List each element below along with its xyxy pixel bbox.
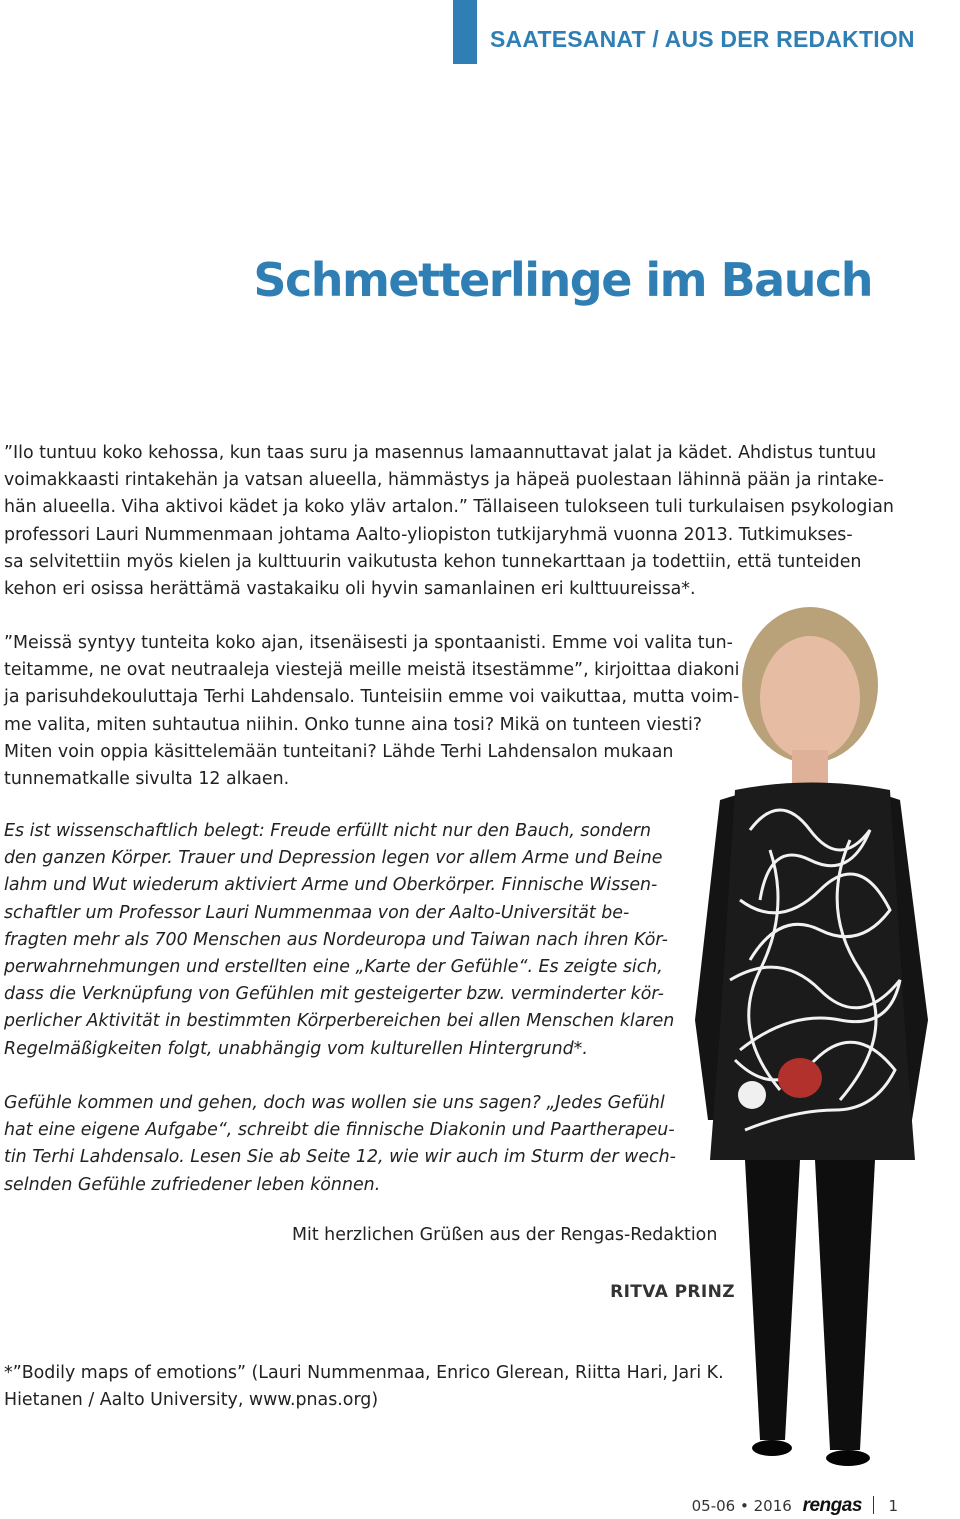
issue-label: 05-06 • 2016 (691, 1497, 792, 1515)
german-intro-paragraph (4, 818, 675, 1063)
article-title: Schmetterlinge im Bauch (253, 253, 872, 307)
header-accent-bar (453, 0, 477, 64)
text-line: sa selvitettiin myös kielen ja kulttuurin vaikutusta kehon tunnekarttaan ja todettiin, että tunteiden (4, 551, 862, 572)
text-line: Es ist wissenschaftlich belegt: Freude erfüllt nicht nur den Bauch, sondern (4, 821, 652, 841)
text-line: den ganzen Körper. Trauer und Depression legen vor allem Arme und Beine (4, 848, 663, 869)
text-line: hat eine eigene Aufgabe“, schreibt die finnische Diakonin und Paartherapeu- (4, 1120, 675, 1141)
finnish-second-paragraph (4, 630, 749, 793)
text-line: Gefühle kommen und gehen, doch was wollen sie uns sagen? „Jedes Gefühl (4, 1093, 665, 1113)
text-line: voimakkaasti rintakehän ja vatsan alueella, hämmästys ja häpeä puolestaan lähinnä pään ja rintake- (4, 470, 884, 491)
text-line: perwahrnehmungen und erstellten eine „Karte der Gefühle“. Es zeigte sich, (4, 957, 663, 978)
author-portrait (690, 600, 958, 1492)
text-line: ”Ilo tuntuu koko kehossa, kun taas suru ja masennus lamaannuttavat jalat ja kädet. Ahdistus tuntuu (4, 443, 877, 463)
signoff: Mit herzlichen Grüßen aus der Rengas-Redaktion (292, 1225, 718, 1245)
text-line: schaftler um Professor Lauri Nummenmaa von der Aalto-Universität be- (4, 902, 630, 923)
footnote (4, 1360, 764, 1414)
text-line: selnden Gefühle zufriedener leben können. (4, 1174, 381, 1195)
text-line: teitamme, ne ovat neutraaleja viestejä meille meistä itsestämme”, kirjoittaa diakoni (4, 660, 740, 681)
text-line: *”Bodily maps of emotions” (Lauri Nummenmaa, Enrico Glerean, Riitta Hari, Jari K. (4, 1363, 724, 1383)
finnish-intro-paragraph (4, 440, 954, 603)
german-second-paragraph (4, 1090, 694, 1199)
page-footer (692, 1495, 898, 1517)
text-line: kehon eri osissa herättämä vastakaiku oli hyvin samanlainen eri kulttuureissa*. (4, 579, 696, 600)
text-line: fragten mehr als 700 Menschen aus Nordeuropa und Taiwan nach ihren Kör- (4, 929, 668, 950)
text-line: Miten voin oppia käsittelemään tunteitani? Lähde Terhi Lahdensalon mukaan (4, 741, 674, 762)
text-line: ja parisuhdekouluttaja Terhi Lahdensalo. Tunteisiin emme voi vaikuttaa, mutta voim- (4, 687, 740, 708)
text-line: ”Meissä syntyy tunteita koko ajan, itsenäisesti ja spontaanisti. Emme voi valita tun- (4, 633, 733, 653)
text-line: tunnematkalle sivulta 12 alkaen. (4, 769, 290, 790)
section-label: SAATESANAT / AUS DER REDAKTION (490, 26, 915, 52)
text-line: dass die Verknüpfung von Gefühlen mit gesteigerter bzw. verminderter kör- (4, 984, 664, 1005)
page-number: 1 (888, 1497, 898, 1515)
author-name: RITVA PRINZ (610, 1282, 735, 1302)
text-line: perlicher Aktivität in bestimmten Körperbereichen bei allen Menschen klaren (4, 1011, 675, 1032)
text-line: hän alueella. Viha aktivoi kädet ja koko yläv artalon.” Tällaiseen tulokseen tuli turkulaisen psykologian (4, 497, 894, 518)
brand-logo: rengas (802, 1495, 862, 1516)
text-line: Regelmäßigkeiten folgt, unabhängig vom kulturellen Hintergrund*. (4, 1038, 588, 1059)
text-line: tin Terhi Lahdensalo. Lesen Sie ab Seite 12, wie wir auch im Sturm der wech- (4, 1147, 676, 1168)
text-line: Hietanen / Aalto University, www.pnas.org) (4, 1390, 379, 1411)
text-line: lahm und Wut wiederum aktiviert Arme und Oberkörper. Finnische Wissen- (4, 875, 658, 896)
text-line: professori Lauri Nummenmaan johtama Aalto-yliopiston tutkijaryhmä vuonna 2013. Tutkimukses- (4, 524, 853, 545)
text-line: me valita, miten suhtautua niihin. Onko tunne aina tosi? Mikä on tunteen viesti? (4, 714, 703, 735)
footer-divider (873, 1496, 874, 1514)
